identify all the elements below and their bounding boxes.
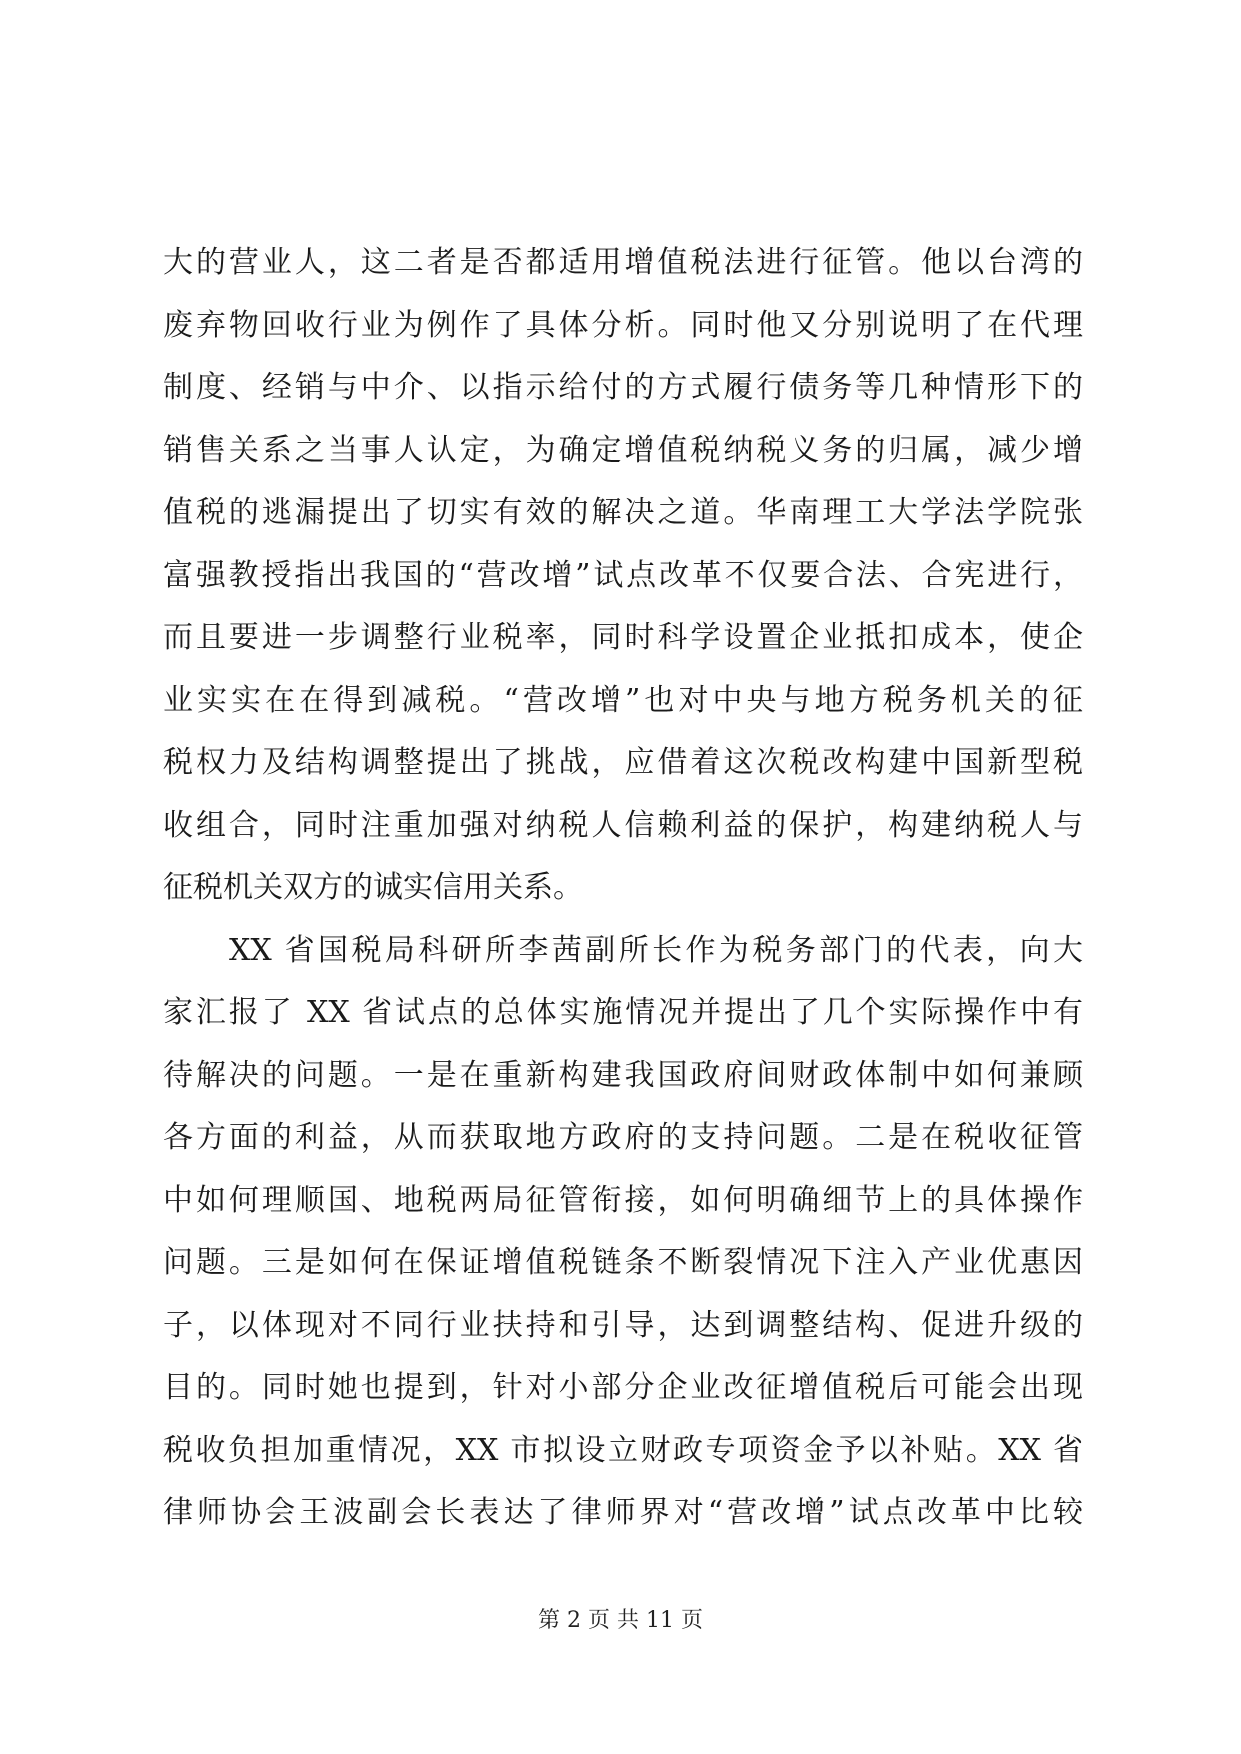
text-line: 家汇报了 XX 省试点的总体实施情况并提出了几个实际操作中有 <box>163 995 1083 1030</box>
text-line: 税收负担加重情况，XX 市拟设立财政专项资金予以补贴。XX 省 <box>163 1432 1083 1468</box>
text-line: 废弃物回收行业为例作了具体分析。同时他又分别说明了在代理 <box>163 307 1083 343</box>
text-line: 子，以体现对不同行业扶持和引导，达到调整结构、促进升级的 <box>163 1307 1083 1343</box>
text-line: 各方面的利益，从而获取地方政府的支持问题。二是在税收征管 <box>163 1120 1083 1155</box>
text-line: 制度、经销与中介、以指示给付的方式履行债务等几种情形下的 <box>163 370 1083 405</box>
text-line: 大的营业人，这二者是否都适用增值税法进行征管。他以台湾的 <box>163 245 1083 280</box>
text-line: 中如何理顺国、地税两局征管衔接，如何明确细节上的具体操作 <box>163 1182 1083 1218</box>
text-line: 销售关系之当事人认定，为确定增值税纳税义务的归属，减少增 <box>163 432 1083 468</box>
text-line: XX 省国税局科研所李茜副所长作为税务部门的代表，向大 <box>229 932 1083 968</box>
text-line: 值税的逃漏提出了切实有效的解决之道。华南理工大学法学院张 <box>163 495 1083 530</box>
body-text <box>163 232 1083 1545</box>
text-line: 而且要进一步调整行业税率，同时科学设置企业抵扣成本，使企 <box>163 620 1083 655</box>
text-line: 征税机关双方的诚实信用关系。 <box>163 870 583 905</box>
text-line: 富强教授指出我国的“营改增”试点改革不仅要合法、合宪进行， <box>163 557 1083 593</box>
text-line: 目的。同时她也提到，针对小部分企业改征增值税后可能会出现 <box>163 1370 1083 1405</box>
text-line: 税权力及结构调整提出了挑战，应借着这次税改构建中国新型税 <box>163 745 1083 780</box>
text-line: 收组合，同时注重加强对纳税人信赖利益的保护，构建纳税人与 <box>163 807 1083 843</box>
text-line: 问题。三是如何在保证增值税链条不断裂情况下注入产业优惠因 <box>163 1245 1083 1280</box>
page-number-footer: 第 2 页 共 11 页 <box>538 1608 703 1633</box>
text-line: 业实实在在得到减税。“营改增”也对中央与地方税务机关的征 <box>163 682 1083 718</box>
text-line: 待解决的问题。一是在重新构建我国政府间财政体制中如何兼顾 <box>163 1057 1083 1093</box>
text-line: 律师协会王波副会长表达了律师界对“营改增”试点改革中比较 <box>163 1495 1083 1530</box>
